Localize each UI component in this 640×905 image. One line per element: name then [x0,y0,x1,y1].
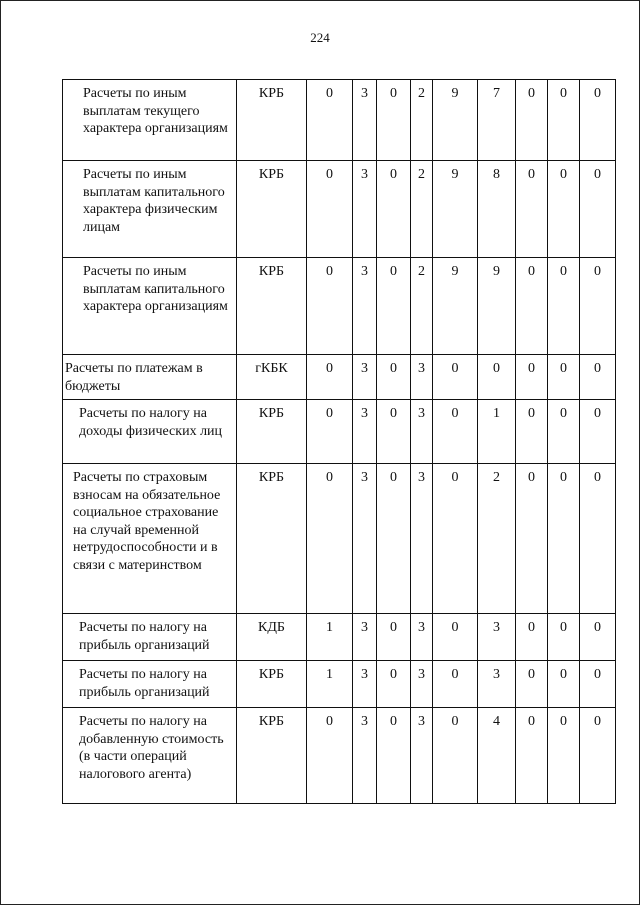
code-digit: 0 [377,708,411,804]
code-digit: 0 [580,661,616,708]
account-type: КРБ [237,161,307,258]
account-type: КРБ [237,708,307,804]
code-digit: 0 [548,614,580,661]
account-type: гКБК [237,355,307,400]
account-name: Расчеты по иным выплатам текущего характера организациям [63,80,237,161]
table-row [63,614,616,661]
code-digit: 3 [353,355,377,400]
code-digit: 8 [478,161,516,258]
code-digit: 3 [411,464,433,614]
code-digit: 0 [433,661,478,708]
code-digit: 0 [580,80,616,161]
code-digit: 0 [580,614,616,661]
account-type: КРБ [237,400,307,464]
code-digit: 2 [411,258,433,355]
code-digit: 3 [411,400,433,464]
code-digit: 3 [411,661,433,708]
account-type: КРБ [237,80,307,161]
code-digit: 1 [307,614,353,661]
code-digit: 0 [307,80,353,161]
code-digit: 0 [377,400,411,464]
code-digit: 0 [516,661,548,708]
table-row [63,464,616,614]
code-digit: 0 [548,355,580,400]
code-digit: 0 [377,161,411,258]
table-row [63,355,616,400]
account-name: Расчеты по страховым взносам на обязательное социальное страхование на случай временной нетрудоспособности и в связи с материнством [63,464,237,614]
table-row [63,80,616,161]
code-digit: 3 [478,661,516,708]
code-digit: 9 [433,258,478,355]
code-digit: 0 [377,464,411,614]
table-row [63,400,616,464]
page-number: 224 [310,30,330,45]
code-digit: 0 [433,708,478,804]
account-name: Расчеты по налогу на прибыль организаций [63,614,237,661]
code-digit: 0 [516,258,548,355]
code-digit: 9 [478,258,516,355]
code-digit: 0 [307,355,353,400]
code-digit: 7 [478,80,516,161]
code-digit: 3 [353,661,377,708]
code-digit: 3 [411,614,433,661]
code-digit: 1 [307,661,353,708]
code-digit: 0 [548,464,580,614]
table-row [63,661,616,708]
code-digit: 9 [433,161,478,258]
code-digit: 0 [516,355,548,400]
code-digit: 2 [411,80,433,161]
code-digit: 0 [548,400,580,464]
account-name: Расчеты по налогу на доходы физических лиц [63,400,237,464]
code-digit: 0 [516,161,548,258]
table-row [63,258,616,355]
code-digit: 3 [411,708,433,804]
code-digit: 3 [353,614,377,661]
code-digit: 3 [353,708,377,804]
table-row [63,708,616,804]
account-type: КДБ [237,614,307,661]
code-digit: 0 [307,464,353,614]
code-digit: 3 [353,258,377,355]
account-table [62,79,616,804]
code-digit: 0 [377,661,411,708]
account-name: Расчеты по налогу на добавленную стоимость (в части операций налогового агента) [63,708,237,804]
account-type: КРБ [237,464,307,614]
code-digit: 3 [353,464,377,614]
code-digit: 0 [516,400,548,464]
code-digit: 0 [516,708,548,804]
code-digit: 0 [580,355,616,400]
code-digit: 0 [548,80,580,161]
code-digit: 3 [411,355,433,400]
code-digit: 9 [433,80,478,161]
code-digit: 0 [307,400,353,464]
code-digit: 0 [377,355,411,400]
account-name: Расчеты по иным выплатам капитального характера физическим лицам [63,161,237,258]
code-digit: 3 [353,80,377,161]
code-digit: 0 [548,708,580,804]
code-digit: 0 [433,464,478,614]
code-digit: 0 [580,708,616,804]
code-digit: 0 [478,355,516,400]
code-digit: 0 [548,661,580,708]
account-type: КРБ [237,258,307,355]
code-digit: 0 [580,464,616,614]
code-digit: 3 [353,400,377,464]
code-digit: 0 [548,258,580,355]
code-digit: 0 [580,400,616,464]
code-digit: 3 [478,614,516,661]
code-digit: 2 [478,464,516,614]
account-name: Расчеты по иным выплатам капитального характера организациям [63,258,237,355]
account-name: Расчеты по платежам в бюджеты [63,355,237,400]
code-digit: 0 [377,80,411,161]
code-digit: 1 [478,400,516,464]
code-digit: 4 [478,708,516,804]
code-digit: 0 [580,258,616,355]
code-digit: 3 [353,161,377,258]
code-digit: 0 [433,355,478,400]
code-digit: 2 [411,161,433,258]
code-digit: 0 [433,614,478,661]
table-row [63,161,616,258]
code-digit: 0 [548,161,580,258]
code-digit: 0 [516,464,548,614]
code-digit: 0 [307,708,353,804]
code-digit: 0 [580,161,616,258]
account-name: Расчеты по налогу на прибыль организаций [63,661,237,708]
code-digit: 0 [377,258,411,355]
code-digit: 0 [516,80,548,161]
account-type: КРБ [237,661,307,708]
code-digit: 0 [307,161,353,258]
code-digit: 0 [377,614,411,661]
code-digit: 0 [516,614,548,661]
code-digit: 0 [433,400,478,464]
code-digit: 0 [307,258,353,355]
